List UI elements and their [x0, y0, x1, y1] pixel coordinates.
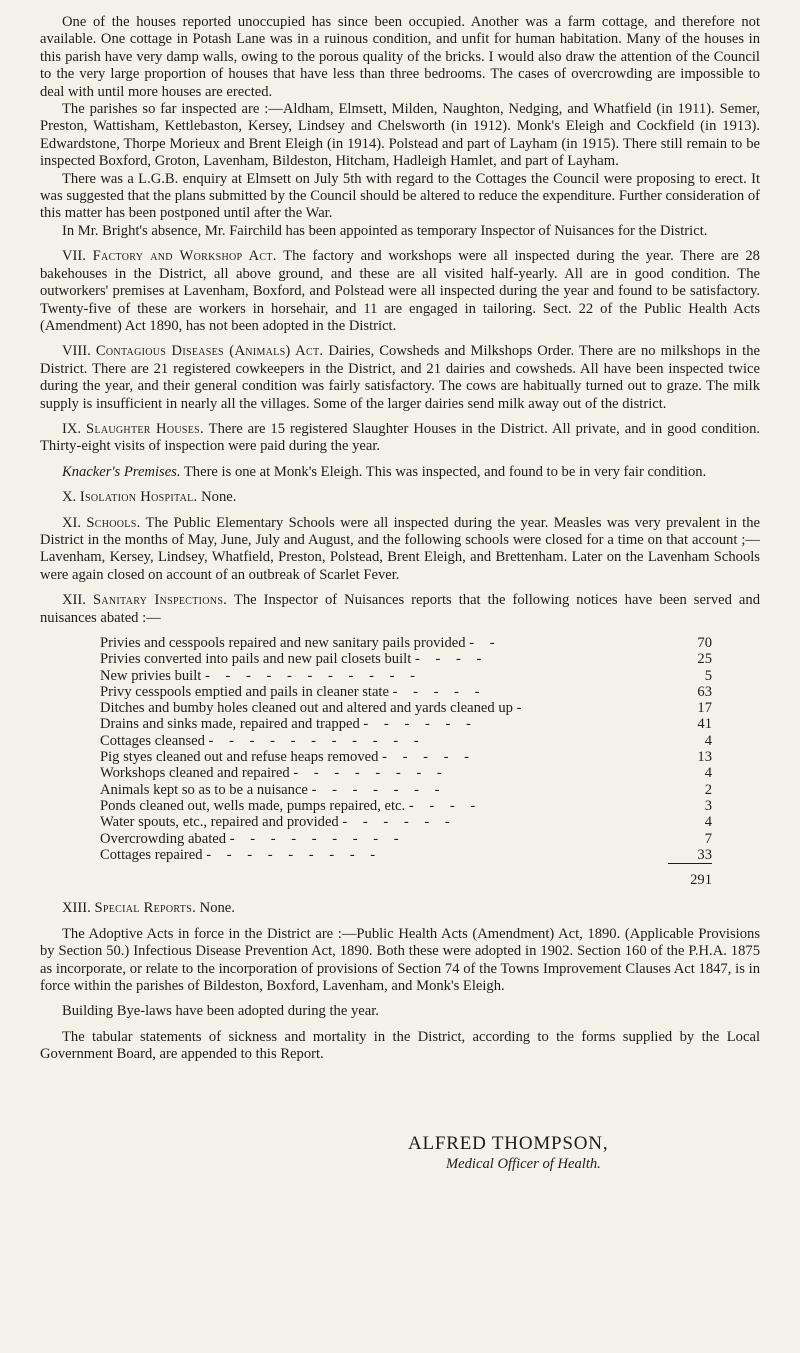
row-value: 25	[697, 651, 712, 668]
row-value: 7	[704, 830, 712, 847]
row-value: 70	[697, 635, 712, 651]
table-row	[100, 668, 712, 684]
section-heading: Sanitary Inspections.	[92, 592, 228, 609]
row-label: Privy cesspools emptied and pails in cleaner state - - - - -	[100, 683, 486, 700]
section-number: VIII.	[62, 343, 91, 360]
row-label: Ditches and bumby holes cleaned out and altered and yards cleaned up -	[100, 700, 528, 717]
section-number: IX.	[62, 420, 82, 437]
row-label: Privies and cesspools repaired and new sanitary pails provided - -	[100, 635, 501, 651]
section-text: The factory and workshops were all inspected during the year. There are 28 bakehouses in the District, all above ground, and these are all visited half-yearly. All are in good condition. The outworkers' premises at Lavenham, Boxford, and Polstead were all inspected during the year and found to be satisfactory. Twenty-five of these are workers in horsehair, and 11 are engaged in tailoring. Sect. 22 of the Public Health Acts (Amendment) Act 1890, has not been adopted in the District.	[40, 248, 760, 334]
section-text: The Public Elementary Schools were all inspected during the year. Measles was very prevalent in the District in the months of May, June, July and August, and the following schools were closed for a time on that account ;—Lavenham, Kersey, Lindsey, Whatfield, Preston, Polstead, Brent Eleigh, and Brettenham. Later on the Lavenham Schools were again closed on account of an outbreak of Scarlet Fever.	[40, 514, 760, 583]
table-row	[100, 847, 712, 864]
table-row	[100, 798, 712, 814]
table-row	[100, 635, 712, 651]
section-x-isolation-hospital	[40, 489, 760, 506]
row-value: 4	[704, 814, 712, 831]
paragraph-inspector-absence: In Mr. Bright's absence, Mr. Fairchild has been appointed as temporary Inspector of Nuisances for the District.	[62, 222, 708, 239]
nuisances-table	[100, 635, 712, 888]
row-label: Pig styes cleaned out and refuse heaps removed - - - - -	[100, 749, 475, 766]
section-heading: Schools.	[86, 514, 141, 531]
row-label: Overcrowding abated - - - - - - - - -	[100, 830, 405, 847]
signature-title: Medical Officer of Health.	[446, 1155, 601, 1172]
table-row	[100, 700, 712, 716]
row-value: 17	[697, 700, 712, 717]
section-text: There is one at Monk's Eleigh. This was inspected, and found to be in very fair condition.	[180, 463, 707, 480]
row-label: Animals kept so as to be a nuisance - - - - - - -	[100, 781, 446, 798]
section-heading: Factory and Workshop Act.	[92, 248, 277, 265]
section-text: There are 15 registered Slaughter Houses in the District. All private, and in good condition. Thirty-eight visits of inspection were paid during the year.	[40, 420, 761, 455]
row-value: 4	[704, 765, 712, 782]
paragraph-tabular-statements: The tabular statements of sickness and mortality in the District, according to the forms supplied by the Local Government Board, are appended to this Report.	[40, 1028, 760, 1063]
table-row	[100, 831, 712, 847]
section-heading: Isolation Hospital.	[79, 489, 198, 506]
row-label: Workshops cleaned and repaired - - - - - - - -	[100, 765, 448, 782]
section-number: X.	[62, 489, 77, 506]
table-row	[100, 716, 712, 732]
row-value: 5	[704, 667, 712, 684]
row-label: Privies converted into pails and new pail closets built - - - -	[100, 651, 488, 668]
section-xii-sanitary-inspections	[40, 592, 760, 627]
table-row	[100, 814, 712, 830]
row-label: Cottages cleansed - - - - - - - - - - -	[100, 732, 425, 749]
paragraph-adoptive-acts: The Adoptive Acts in force in the District are :—Public Health Acts (Amendment) Act, 1890. (Applicable Provisions by Section 50.) Infectious Disease Prevention Act, 1890. Both these were adopted in 1902. Section 160 of the P.H.A. 1875 as incorporate, or relate to the incorporation of provisions of Section 74 of the Towns Improvement Clauses Act 1847, is in force within the parishes of Bildeston, Boxford, Lavenham, and Monk's Eleigh.	[40, 925, 760, 995]
row-label: Cottages repaired - - - - - - - - -	[100, 846, 382, 863]
table-row	[100, 651, 712, 667]
table-row	[100, 749, 712, 765]
signature-name: ALFRED THOMPSON,	[408, 1132, 609, 1154]
row-value: 63	[697, 683, 712, 700]
section-heading: Contagious Diseases (Animals) Act.	[95, 343, 324, 360]
section-number: XI.	[62, 514, 82, 531]
section-number: XIII.	[62, 900, 91, 917]
section-number: XII.	[62, 592, 86, 609]
section-number: VII.	[62, 248, 86, 265]
paragraph-lgb-enquiry: There was a L.G.B. enquiry at Elmsett on July 5th with regard to the Cottages the Council were proposing to erect. It was suggested that the plans submitted by the Council should be altered to reduce the expenditure. Further consideration of this matter has been postponed until after the War.	[40, 170, 760, 222]
total-value: 291	[668, 864, 712, 889]
section-heading: Special Reports.	[94, 900, 197, 917]
row-label: Ponds cleaned out, wells made, pumps repaired, etc. - - - -	[100, 797, 482, 814]
paragraph-parishes-inspected: The parishes so far inspected are :—Aldham, Elmsett, Milden, Naughton, Nedging, and Whatfield (in 1911). Semer, Preston, Wattisham, Kettlebaston, Kersey, Lindsey and Chelsworth (in 1912). Monk's Eleigh and Cockfield (in 1913). Edwardstone, Thorpe Morieux and Brent Eleigh (in 1914). Polstead and part of Layham (in 1915). There still remain to be inspected Boxford, Groton, Lavenham, Bildeston, Hitcham, Hadleigh Hamlet, and part of Layham.	[40, 101, 760, 170]
row-value: 3	[704, 797, 712, 814]
row-value: 13	[697, 749, 712, 766]
section-xi-schools	[40, 515, 760, 585]
section-xiii-special-reports	[40, 900, 760, 917]
row-value: 2	[704, 781, 712, 798]
section-text: None.	[197, 489, 237, 506]
table-row	[100, 684, 712, 700]
section-heading: Slaughter Houses.	[86, 420, 204, 437]
section-viii-contagious-diseases	[40, 343, 760, 413]
section-text: The Inspector of Nuisances reports that the following notices have been served and nuisances abated :—	[40, 592, 760, 626]
row-value: 4	[704, 732, 712, 749]
section-text: Dairies, Cowsheds and Milkshops Order. There are no milkshops in the District. There are 21 registered cowkeepers in the District, and 21 dairies and cowsheds. All have been inspected twice during the year, and their general condition was fairly satisfactory. The cows are habitually turned out to graze. The milk supply is insufficient in nearly all the villages. Some of the larger dairies send milk away out of the district.	[40, 343, 760, 412]
paragraph-unoccupied-houses: One of the houses reported unoccupied has since been occupied. Another was a farm cottage, and therefore not available. One cottage in Potash Lane was in a ruinous condition, and unfit for human habitation. Many of the houses in this parish have very damp walls, owing to the porous quality of the bricks. I would also draw the attention of the Council to the very large proportion of houses that have less than three bedrooms. The cases of overcrowding are impossible to deal with until more houses are erected.	[40, 14, 760, 100]
table-row	[100, 765, 712, 781]
section-knackers-premises	[40, 464, 760, 481]
section-ix-slaughter-houses	[40, 421, 760, 456]
table-row	[100, 782, 712, 798]
section-vii-factory	[40, 248, 760, 335]
row-value: 41	[697, 716, 712, 733]
table-total-row	[100, 864, 712, 889]
paragraph-building-byelaws: Building Bye-laws have been adopted during the year.	[62, 1003, 379, 1020]
section-text: None.	[196, 900, 235, 917]
section-heading: Knacker's Premises.	[62, 463, 181, 480]
row-label: New privies built - - - - - - - - - - -	[100, 667, 421, 684]
signature-block	[408, 1132, 760, 1173]
row-label: Drains and sinks made, repaired and trapped - - - - - -	[100, 716, 477, 733]
table-row	[100, 733, 712, 749]
row-value: 33	[697, 846, 712, 863]
row-label: Water spouts, etc., repaired and provided - - - - - -	[100, 814, 456, 831]
